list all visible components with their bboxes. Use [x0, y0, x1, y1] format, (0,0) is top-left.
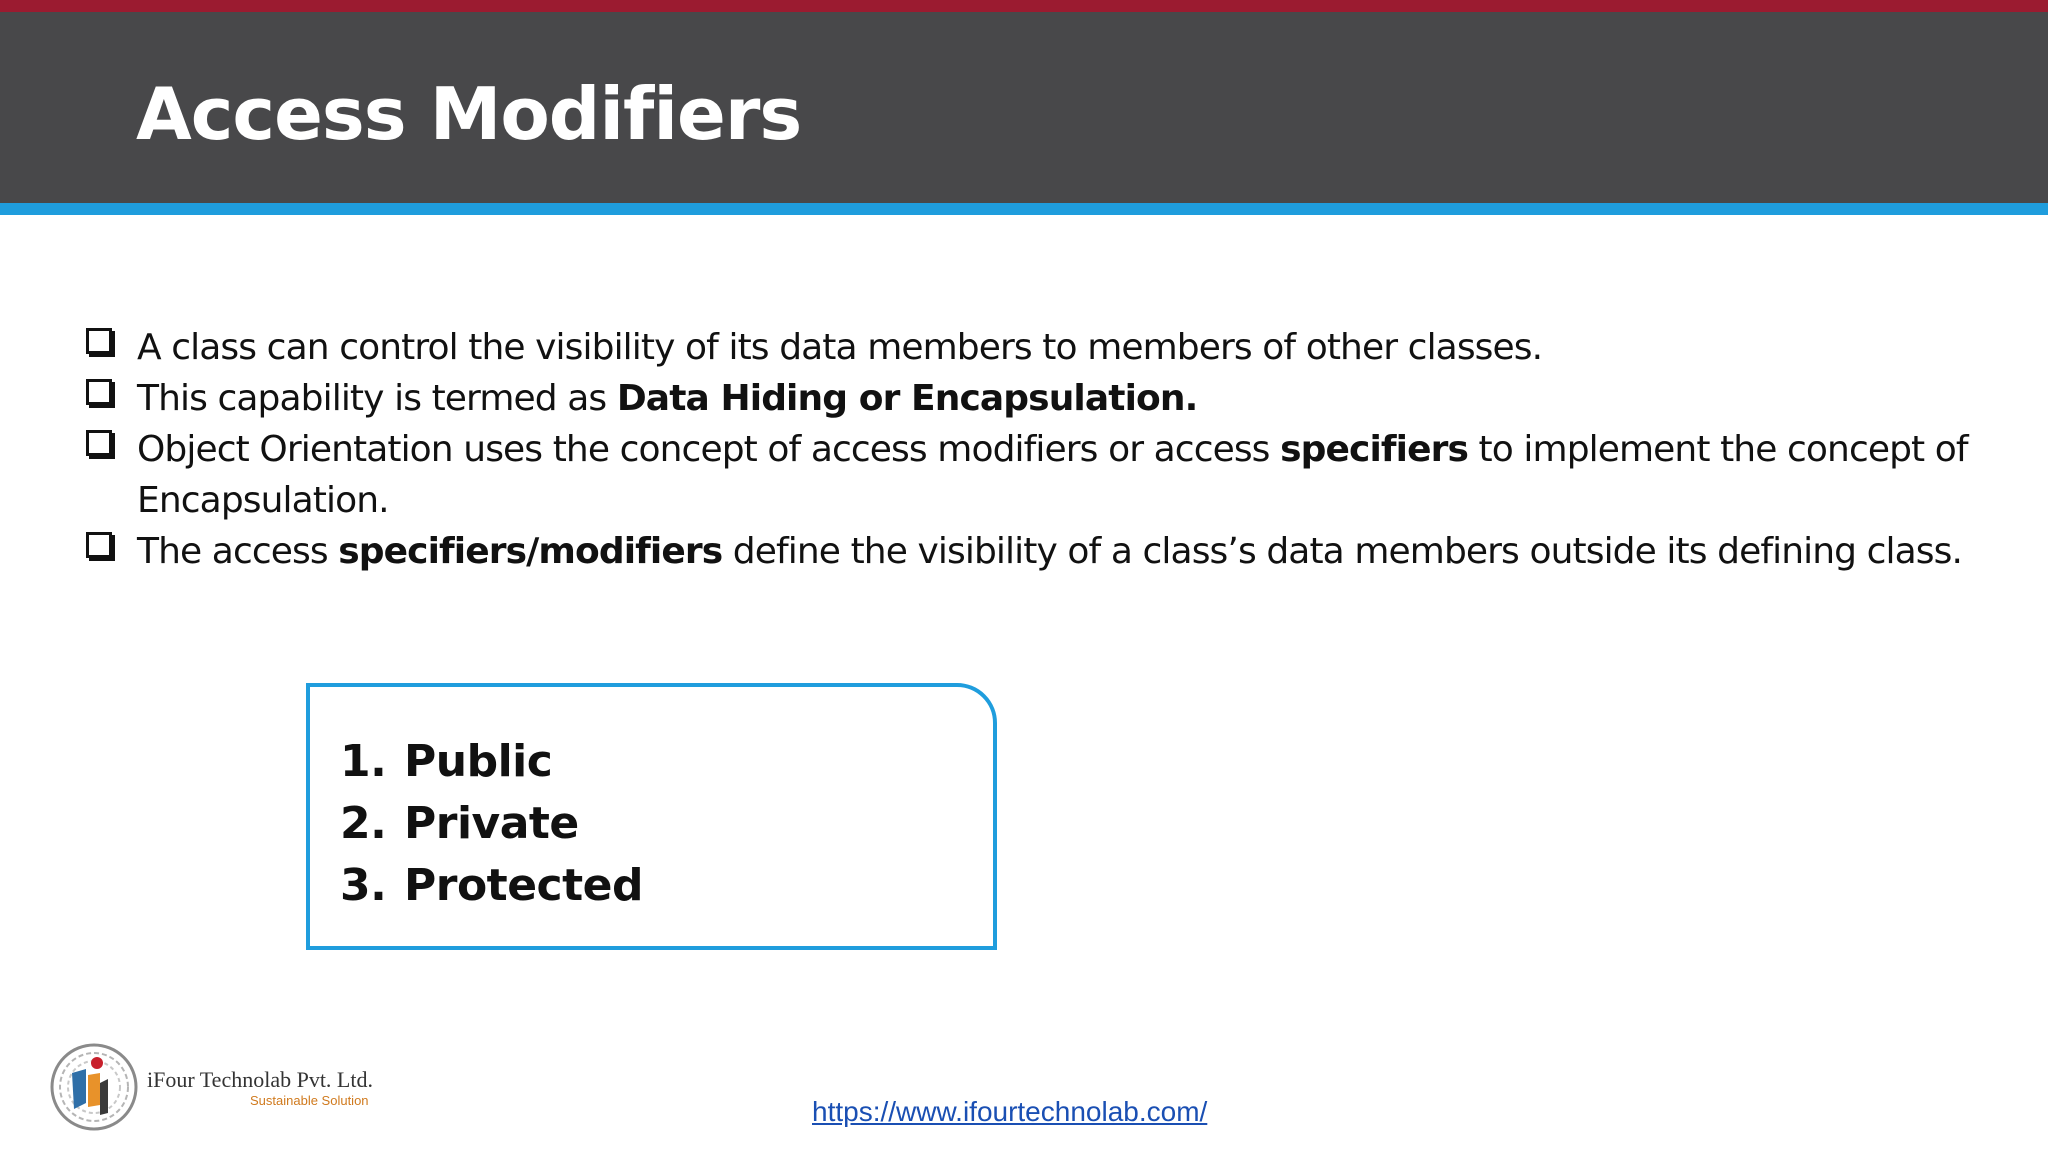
checkbox-icon [86, 532, 112, 558]
ifour-logo-icon [50, 1043, 138, 1131]
modifier-number: 2. [340, 798, 387, 849]
modifier-label: Protected [404, 860, 644, 911]
bullet-list [84, 322, 2004, 577]
top-accent-stripe [0, 0, 2048, 12]
bullet-text: A class can control the visibility of its data members to members of other classes. [137, 327, 1543, 368]
bullet-text-continued: define the visibility of a class’s data members outside its defining class. [722, 531, 1963, 572]
bullet-item [84, 373, 2004, 424]
bullet-emphasis: Data Hiding or Encapsulation. [616, 378, 1198, 419]
bullet-text: Object Orientation uses the concept of access modifiers or access [137, 429, 1281, 470]
modifier-label: Private [404, 798, 579, 849]
modifier-item-protected [340, 855, 643, 917]
company-name: iFour Technolab Pvt. Ltd. [147, 1067, 373, 1092]
modifier-number: 3. [340, 860, 387, 911]
bullet-text-continued: to implement the concept of Encapsulation. [137, 429, 1968, 521]
modifier-item-private [340, 793, 643, 855]
checkbox-icon [86, 430, 112, 456]
modifier-item-public [340, 731, 643, 793]
company-tagline: Sustainable Solution [250, 1093, 369, 1108]
bullet-text: This capability is termed as [137, 378, 617, 419]
checkbox-icon [86, 328, 112, 354]
modifier-list [340, 731, 643, 917]
modifier-label: Public [404, 736, 553, 787]
bullet-item [84, 424, 2004, 526]
modifier-number: 1. [340, 736, 387, 787]
bullet-text: The access [137, 531, 339, 572]
title-underline [0, 203, 2048, 215]
bullet-item [84, 526, 2004, 577]
modifier-box [306, 683, 997, 950]
bullet-emphasis: specifiers [1280, 429, 1468, 470]
slide-title: Access Modifiers [136, 72, 802, 156]
bullet-emphasis: specifiers/modifiers [338, 531, 723, 572]
website-link[interactable]: https://www.ifourtechnolab.com/ [812, 1096, 1208, 1127]
checkbox-icon [86, 379, 112, 405]
bullet-item [84, 322, 2004, 373]
